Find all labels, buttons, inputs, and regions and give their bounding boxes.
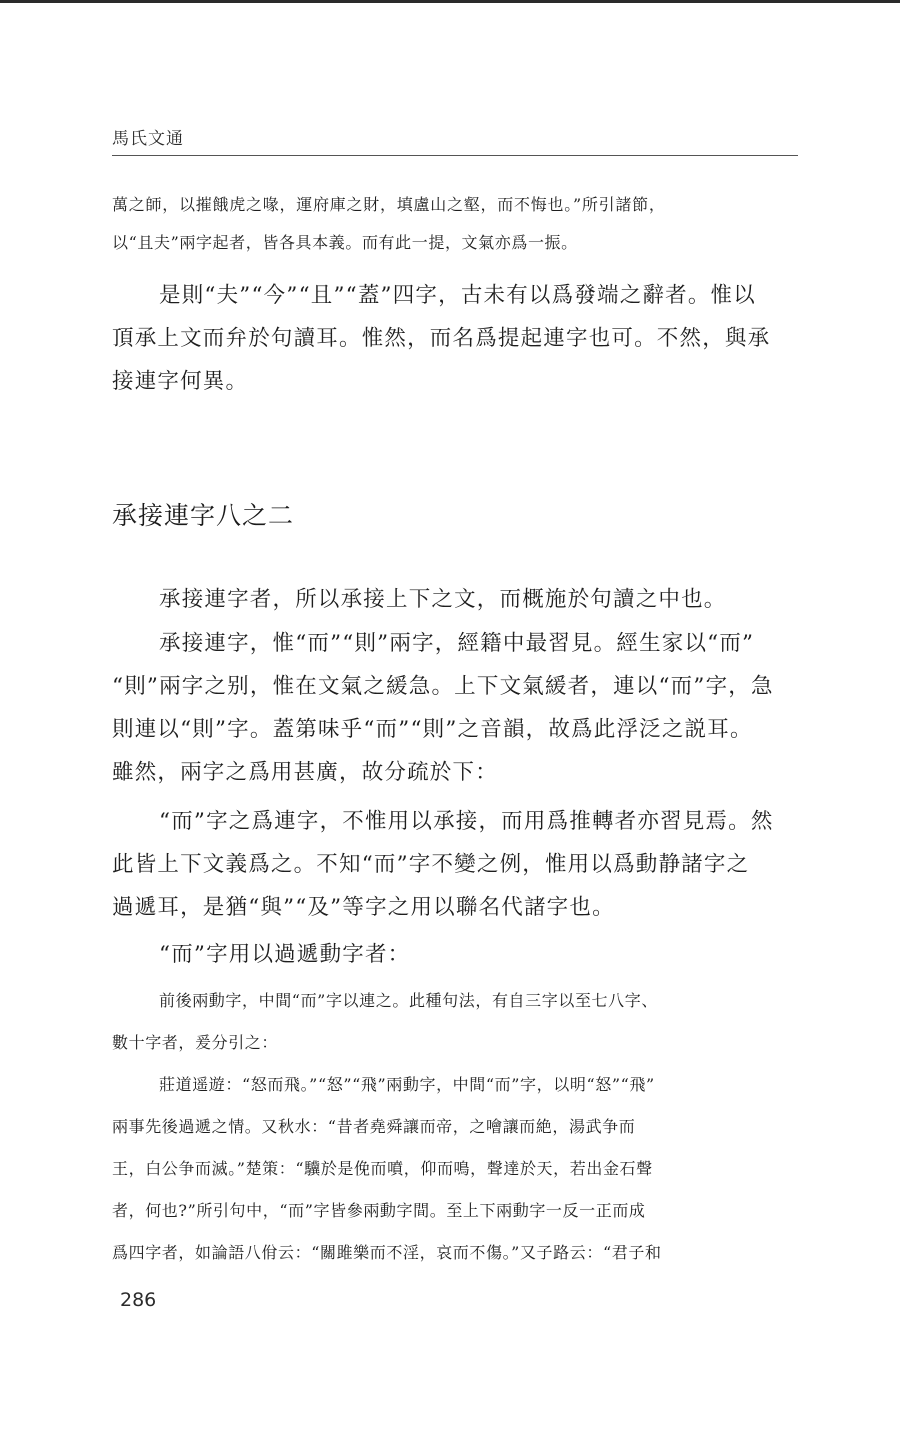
header-rule: [112, 155, 798, 156]
text-line: 莊道遥遊：“怒而飛。”“怒”“飛”兩動字，中間“而”字，以明“怒”“飛”: [159, 1075, 655, 1094]
text-line: 萬之師，以摧餓虎之喙，運府庫之財，填盧山之壑，而不悔也。”所引諸節，: [112, 195, 666, 214]
text-line: 頂承上文而弁於句讀耳。惟然，而名爲提起連字也可。不然，與承: [112, 326, 771, 351]
text-line: 前後兩動字，中間“而”字以連之。此種句法，有自三字以至七八字、: [159, 991, 658, 1010]
scan-top-border: [0, 0, 900, 3]
section-title: 承接連字八之二: [112, 501, 295, 530]
note-block: [112, 980, 800, 1064]
paragraph: [112, 622, 800, 794]
text-line: 者，何也?”所引句中，“而”字皆參兩動字間。至上下兩動字一反一正而成: [112, 1201, 646, 1220]
paragraph: [112, 800, 800, 929]
text-line: 此皆上下文義爲之。不知“而”字不變之例，惟用以爲動静諸字之: [112, 852, 750, 877]
running-head: 馬氏文通: [112, 129, 184, 149]
text-line: 承接連字者，所以承接上下之文，而概施於句讀之中也。: [159, 587, 727, 612]
text-line: 雖然，兩字之爲用甚廣，故分疏於下：: [112, 760, 498, 785]
text-line: 爲四字者，如論語八佾云：“關雎樂而不淫，哀而不傷。”又子路云：“君子和: [112, 1243, 662, 1262]
text-line: 數十字者，爰分引之：: [112, 1033, 279, 1052]
text-line: 過遞耳，是猶“與”“及”等字之用以聯名代諸字也。: [112, 895, 615, 920]
text-line: 承接連字，惟“而”“則”兩字，經籍中最習見。經生家以“而”: [159, 631, 755, 656]
paragraph: [112, 578, 800, 621]
text-line: 兩事先後過遞之情。又秋水：“昔者堯舜讓而帝，之噲讓而絶，湯武争而: [112, 1117, 636, 1136]
top-body-paragraph: [112, 274, 800, 403]
text-line: 接連字何異。: [112, 369, 249, 394]
text-line: “而”字用以過遞動字者：: [159, 942, 411, 967]
text-line: 以“且夫”兩字起者，皆各具本義。而有此一提，文氣亦爲一振。: [112, 233, 578, 252]
top-note: [112, 186, 800, 262]
text-line: “而”字之爲連字，不惟用以承接，而用爲推轉者亦習見焉。然: [159, 809, 774, 834]
paragraph: [112, 933, 800, 976]
note-block: [112, 1064, 800, 1274]
text-line: 王，白公争而滅。”楚策：“驥於是俛而噴，仰而鳴，聲達於天，若出金石聲: [112, 1159, 653, 1178]
text-line: 則連以“則”字。蓋第味乎“而”“則”之音韻，故爲此浮泛之説耳。: [112, 717, 753, 742]
text-line: 是則“夫”“今”“且”“蓋”四字，古未有以爲發端之辭者。惟以: [159, 283, 756, 308]
page-number: 286: [120, 1289, 157, 1311]
text-line: “則”兩字之别，惟在文氣之緩急。上下文氣緩者，連以“而”字，急: [112, 674, 774, 699]
